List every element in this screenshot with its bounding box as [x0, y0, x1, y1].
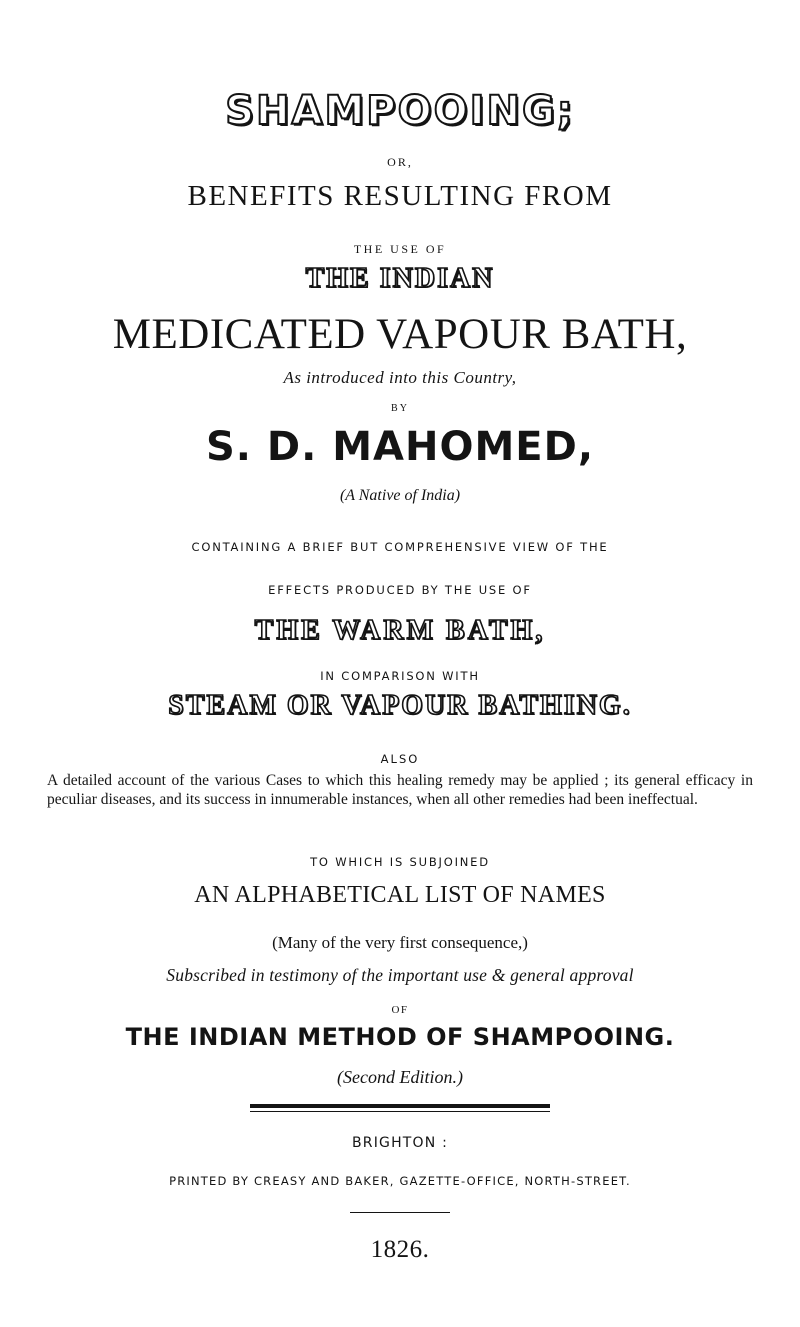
author-name: S. D. MAHOMED, — [205, 424, 595, 470]
place-line: BRIGHTON : — [351, 1135, 449, 1151]
containing-line: CONTAINING A BRIEF BUT COMPREHENSIVE VIEW OF THE — [191, 540, 609, 554]
year-line: 1826. — [370, 1236, 430, 1263]
or-line: OR, — [387, 155, 413, 169]
effects-line: EFFECTS PRODUCED BY THE USE OF — [268, 583, 532, 597]
subjoined-line: TO WHICH IS SUBJOINED — [310, 855, 490, 869]
method-heading: THE INDIAN METHOD OF SHAMPOOING. — [125, 1023, 675, 1051]
main-title: SHAMPOOING; — [225, 88, 575, 134]
steam-bathing-heading: STEAM OR VAPOUR BATHING. — [168, 690, 632, 721]
subscribed-line: Subscribed in testimony of the important use & general approval — [166, 965, 634, 985]
of-line: OF — [391, 1004, 409, 1016]
printer-line: PRINTED BY CREASY AND BAKER, GAZETTE-OFFICE, NORTH-STREET. — [169, 1174, 631, 1188]
alphabetical-list-heading: AN ALPHABETICAL LIST OF NAMES — [194, 882, 606, 908]
divider-thick — [250, 1104, 550, 1108]
warm-bath-heading: THE WARM BATH, — [254, 615, 546, 646]
author-note: (A Native of India) — [339, 487, 461, 504]
by-line: BY — [391, 403, 409, 414]
also-line: ALSO — [380, 752, 420, 766]
comparison-line: IN COMPARISON WITH — [320, 669, 480, 683]
benefits-heading: BENEFITS RESULTING FROM — [187, 180, 613, 212]
the-indian-heading: THE INDIAN — [305, 263, 495, 294]
divider-short — [350, 1212, 450, 1213]
divider-thin — [250, 1111, 550, 1112]
edition-line: (Second Edition.) — [337, 1067, 463, 1087]
the-use-of-line: THE USE OF — [353, 242, 447, 256]
medicated-vapour-bath-heading: MEDICATED VAPOUR BATH, — [112, 311, 688, 358]
introduced-line: As introduced into this Country, — [283, 368, 517, 387]
description-paragraph: A detailed account of the various Cases to which this healing remedy may be applied ; its general efficacy in peculiar diseases, and its success in innumerable instances, when all other remedies had been ineffectual. — [47, 772, 753, 808]
many-consequence-line: (Many of the very first consequence,) — [272, 933, 528, 952]
